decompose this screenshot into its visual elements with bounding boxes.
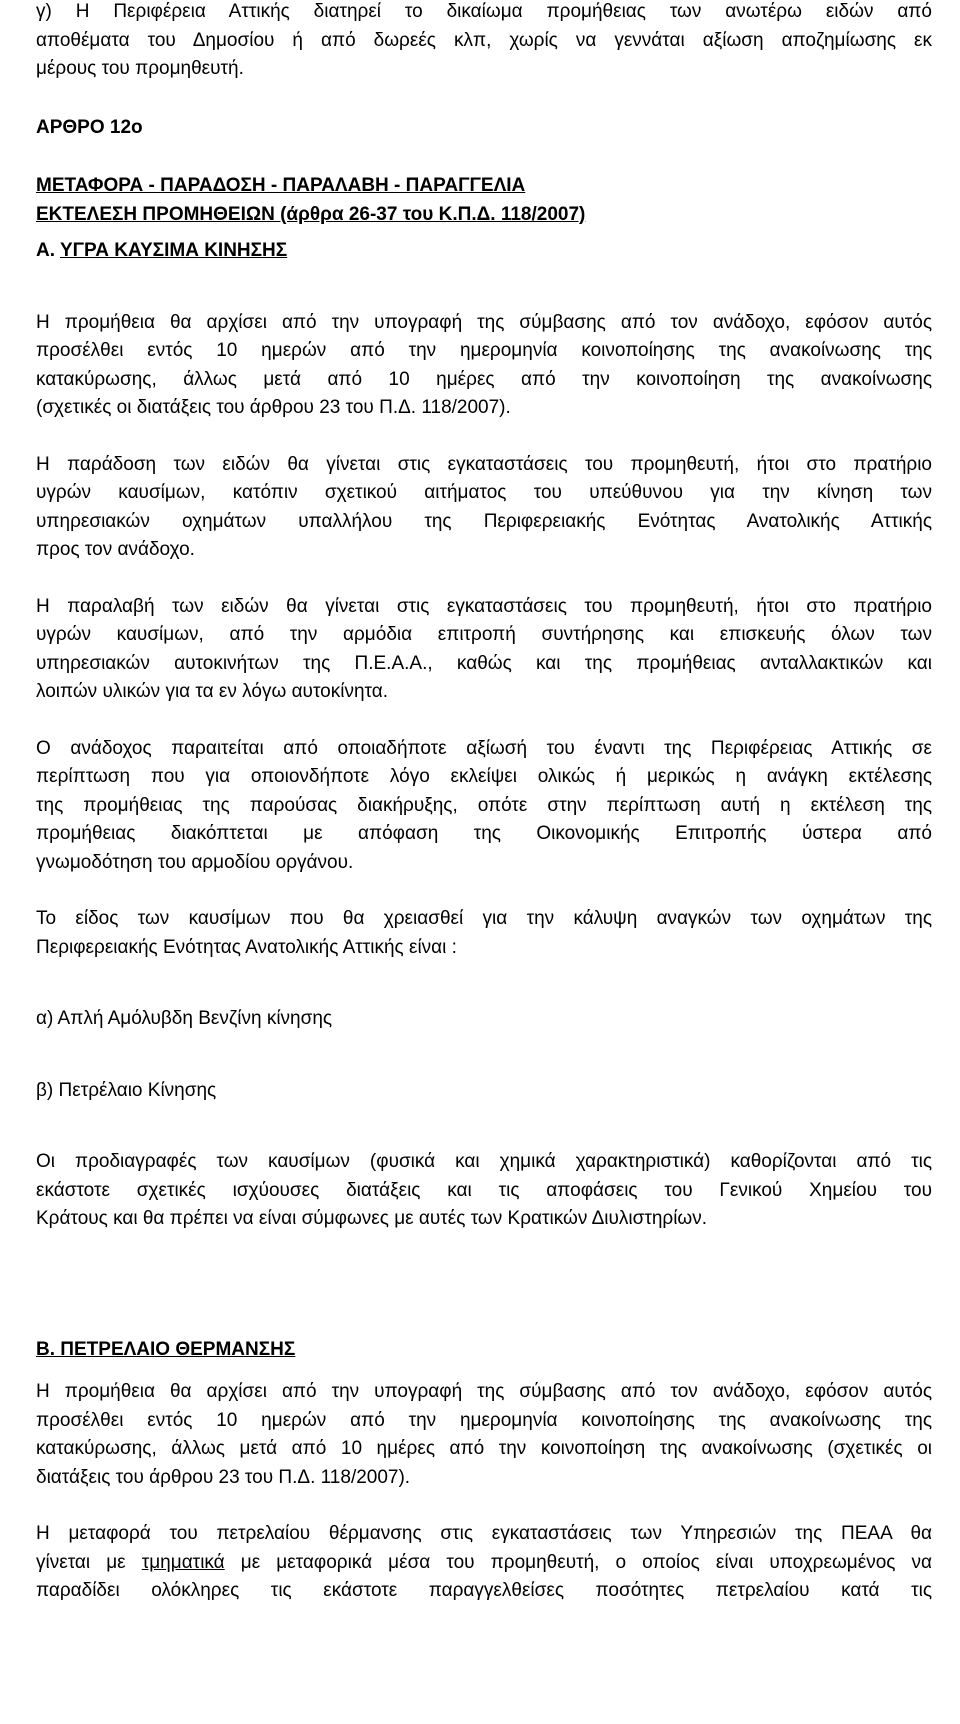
fuel-item-a [36,1005,932,1034]
section-a-paragraph-5 [36,905,932,962]
text-line: (σχετικές οι διατάξεις του άρθρου 23 του Π.Δ. 118/2007). [36,397,511,418]
fuel-item-b [36,1077,932,1106]
text-line: προς τον ανάδοχο. [36,539,195,560]
section-b-paragraph-2 [36,1520,932,1606]
text-line: της προμήθειας της παρούσας διακήρυξης, οπότε στην περίπτωση αυτή η εκτέλεση της [36,794,932,816]
list-item: α) Απλή Αμόλυβδη Βενζίνη κίνησης [36,1008,333,1029]
text-line: Η παράδοση των ειδών θα γίνεται στις εγκαταστάσεις του προμηθευτή, ήτοι στο πρατήριο [36,453,932,475]
text-line: προσέλθει εντός 10 ημερών από την ημερομηνία κοινοποίησης της ανακοίνωσης της [36,1409,932,1431]
article-title-line [36,201,932,230]
underlined-word: τμηματικά [141,1551,225,1573]
section-a-paragraph-1 [36,309,932,423]
text-line: υγρών καυσίμων, από την αρμόδια επιτροπή συντήρησης και επισκευής όλων των [36,624,932,645]
text-line: αποθέματα του Δημοσίου ή από δωρεές κλπ, χωρίς να γεννάται αξίωση αποζημίωσης εκ [36,29,932,51]
text-line: υγρών καυσίμων, κατόπιν σχετικού αιτήματος του υπεύθυνου για την κίνηση των [36,482,932,503]
article-title [36,172,932,229]
article-number: ΑΡΘΡΟ 12ο [36,116,143,138]
article-title-line-2: ΕΚΤΕΛΕΣΗ ΠΡΟΜΗΘΕΙΩΝ (άρθρα 26-37 του Κ.Π.Δ. 118/2007) [36,203,586,225]
text-line: κατακύρωσης, άλλως μετά από 10 ημέρες από την κοινοποίηση της ανακοίνωσης (σχετικές οι [36,1438,932,1459]
section-a-heading [36,237,932,266]
list-item: β) Πετρέλαιο Κίνησης [36,1079,217,1101]
text-line: κατακύρωσης, άλλως μετά από 10 ημέρες από την κοινοποίηση της ανακοίνωσης [36,368,932,390]
section-heading [36,237,932,266]
text-line: διατάξεις του άρθρου 23 του Π.Δ. 118/2007). [36,1466,411,1488]
section-b-paragraph-1 [36,1378,932,1492]
text-line: μέρους του προμηθευτή. [36,58,244,79]
text-line: Οι προδιαγραφές των καυσίμων (φυσικά και χημικά χαρακτηριστικά) καθορίζονται από τις [36,1151,932,1172]
text-span: με μεταφορικά μέσα του προμηθευτή, ο οποίος είναι υποχρεωμένος να [224,1551,932,1573]
text-line: λοιπών υλικών για τα εν λόγω αυτοκίνητα. [36,681,389,702]
text-line: γνωμοδότηση του αρμοδίου οργάνου. [36,851,354,873]
text-line: Κράτους και θα πρέπει να είναι σύμφωνες με αυτές των Κρατικών Διυλιστηρίων. [36,1208,708,1229]
paragraph-gamma [36,0,932,84]
article-heading [36,114,932,143]
section-a-letter: Α. [36,240,60,261]
article-title-line: ΜΕΤΑΦΟΡΑ - ΠΑΡΑΔΟΣΗ - ΠΑΡΑΛΑΒΗ - ΠΑΡΑΓΓΕΛΙΑ [36,175,526,196]
section-a-paragraph-3 [36,593,932,707]
text-line: Ο ανάδοχος παραιτείται από οποιαδήποτε αξίωσή του έναντι της Περιφέρειας Αττικής σε [36,737,932,759]
text-line: υπηρεσιακών αυτοκινήτων της Π.Ε.Α.Α., καθώς και της προμήθειας ανταλλακτικών και [36,652,932,674]
text-line: περίπτωση που για οποιονδήποτε λόγο εκλείψει ολικώς ή μερικώς η ανάγκη εκτέλεσης [36,766,932,787]
section-a-title: ΥΓΡΑ ΚΑΥΣΙΜΑ ΚΙΝΗΣΗΣ [59,240,288,261]
text-line: Η μεταφορά του πετρελαίου θέρμανσης στις εγκαταστάσεις των Υπηρεσιών της ΠΕΑΑ θα [36,1523,932,1544]
text-line: παραδίδει ολόκληρες τις εκάστοτε παραγγελθείσες ποσότητες πετρελαίου κατά τις [36,1580,932,1601]
text-line: Η προμήθεια θα αρχίσει από την υπογραφή της σύμβασης από τον ανάδοχο, εφόσον αυτός [36,1381,932,1402]
section-a-paragraph-6 [36,1148,932,1234]
text-span: γίνεται με [36,1551,142,1573]
text-line [36,1549,932,1578]
text-line: γ) Η Περιφέρεια Αττικής διατηρεί το δικαίωμα προμήθειας των ανωτέρω ειδών από [36,1,932,22]
section-a-paragraph-2 [36,451,932,565]
text-line: Η παραλαβή των ειδών θα γίνεται στις εγκαταστάσεις του προμηθευτή, ήτοι στο πρατήριο [36,595,932,617]
text-line: Το είδος των καυσίμων που θα χρειασθεί για την κάλυψη αναγκών των οχημάτων της [36,908,932,929]
section-a-paragraph-4 [36,735,932,878]
text-line: προσέλθει εντός 10 ημερών από την ημερομηνία κοινοποίησης της ανακοίνωσης της [36,340,932,361]
section-heading: Β. ΠΕΤΡΕΛΑΙΟ ΘΕΡΜΑΝΣΗΣ [36,1338,296,1360]
text-line: προμήθειας διακόπτεται με απόφαση της Οικονομικής Επιτροπής ύστερα από [36,823,932,844]
text-line: εκάστοτε σχετικές ισχύουσες διατάξεις και τις αποφάσεις του Γενικού Χημείου του [36,1179,932,1201]
text-line: υπηρεσιακών οχημάτων υπαλλήλου της Περιφερειακής Ενότητας Ανατολικής Αττικής [36,510,932,532]
section-b-heading [36,1336,932,1365]
text-line: Περιφερειακής Ενότητας Ανατολικής Αττικής είναι : [36,936,457,958]
text-line: Η προμήθεια θα αρχίσει από την υπογραφή της σύμβασης από τον ανάδοχο, εφόσον αυτός [36,311,932,333]
